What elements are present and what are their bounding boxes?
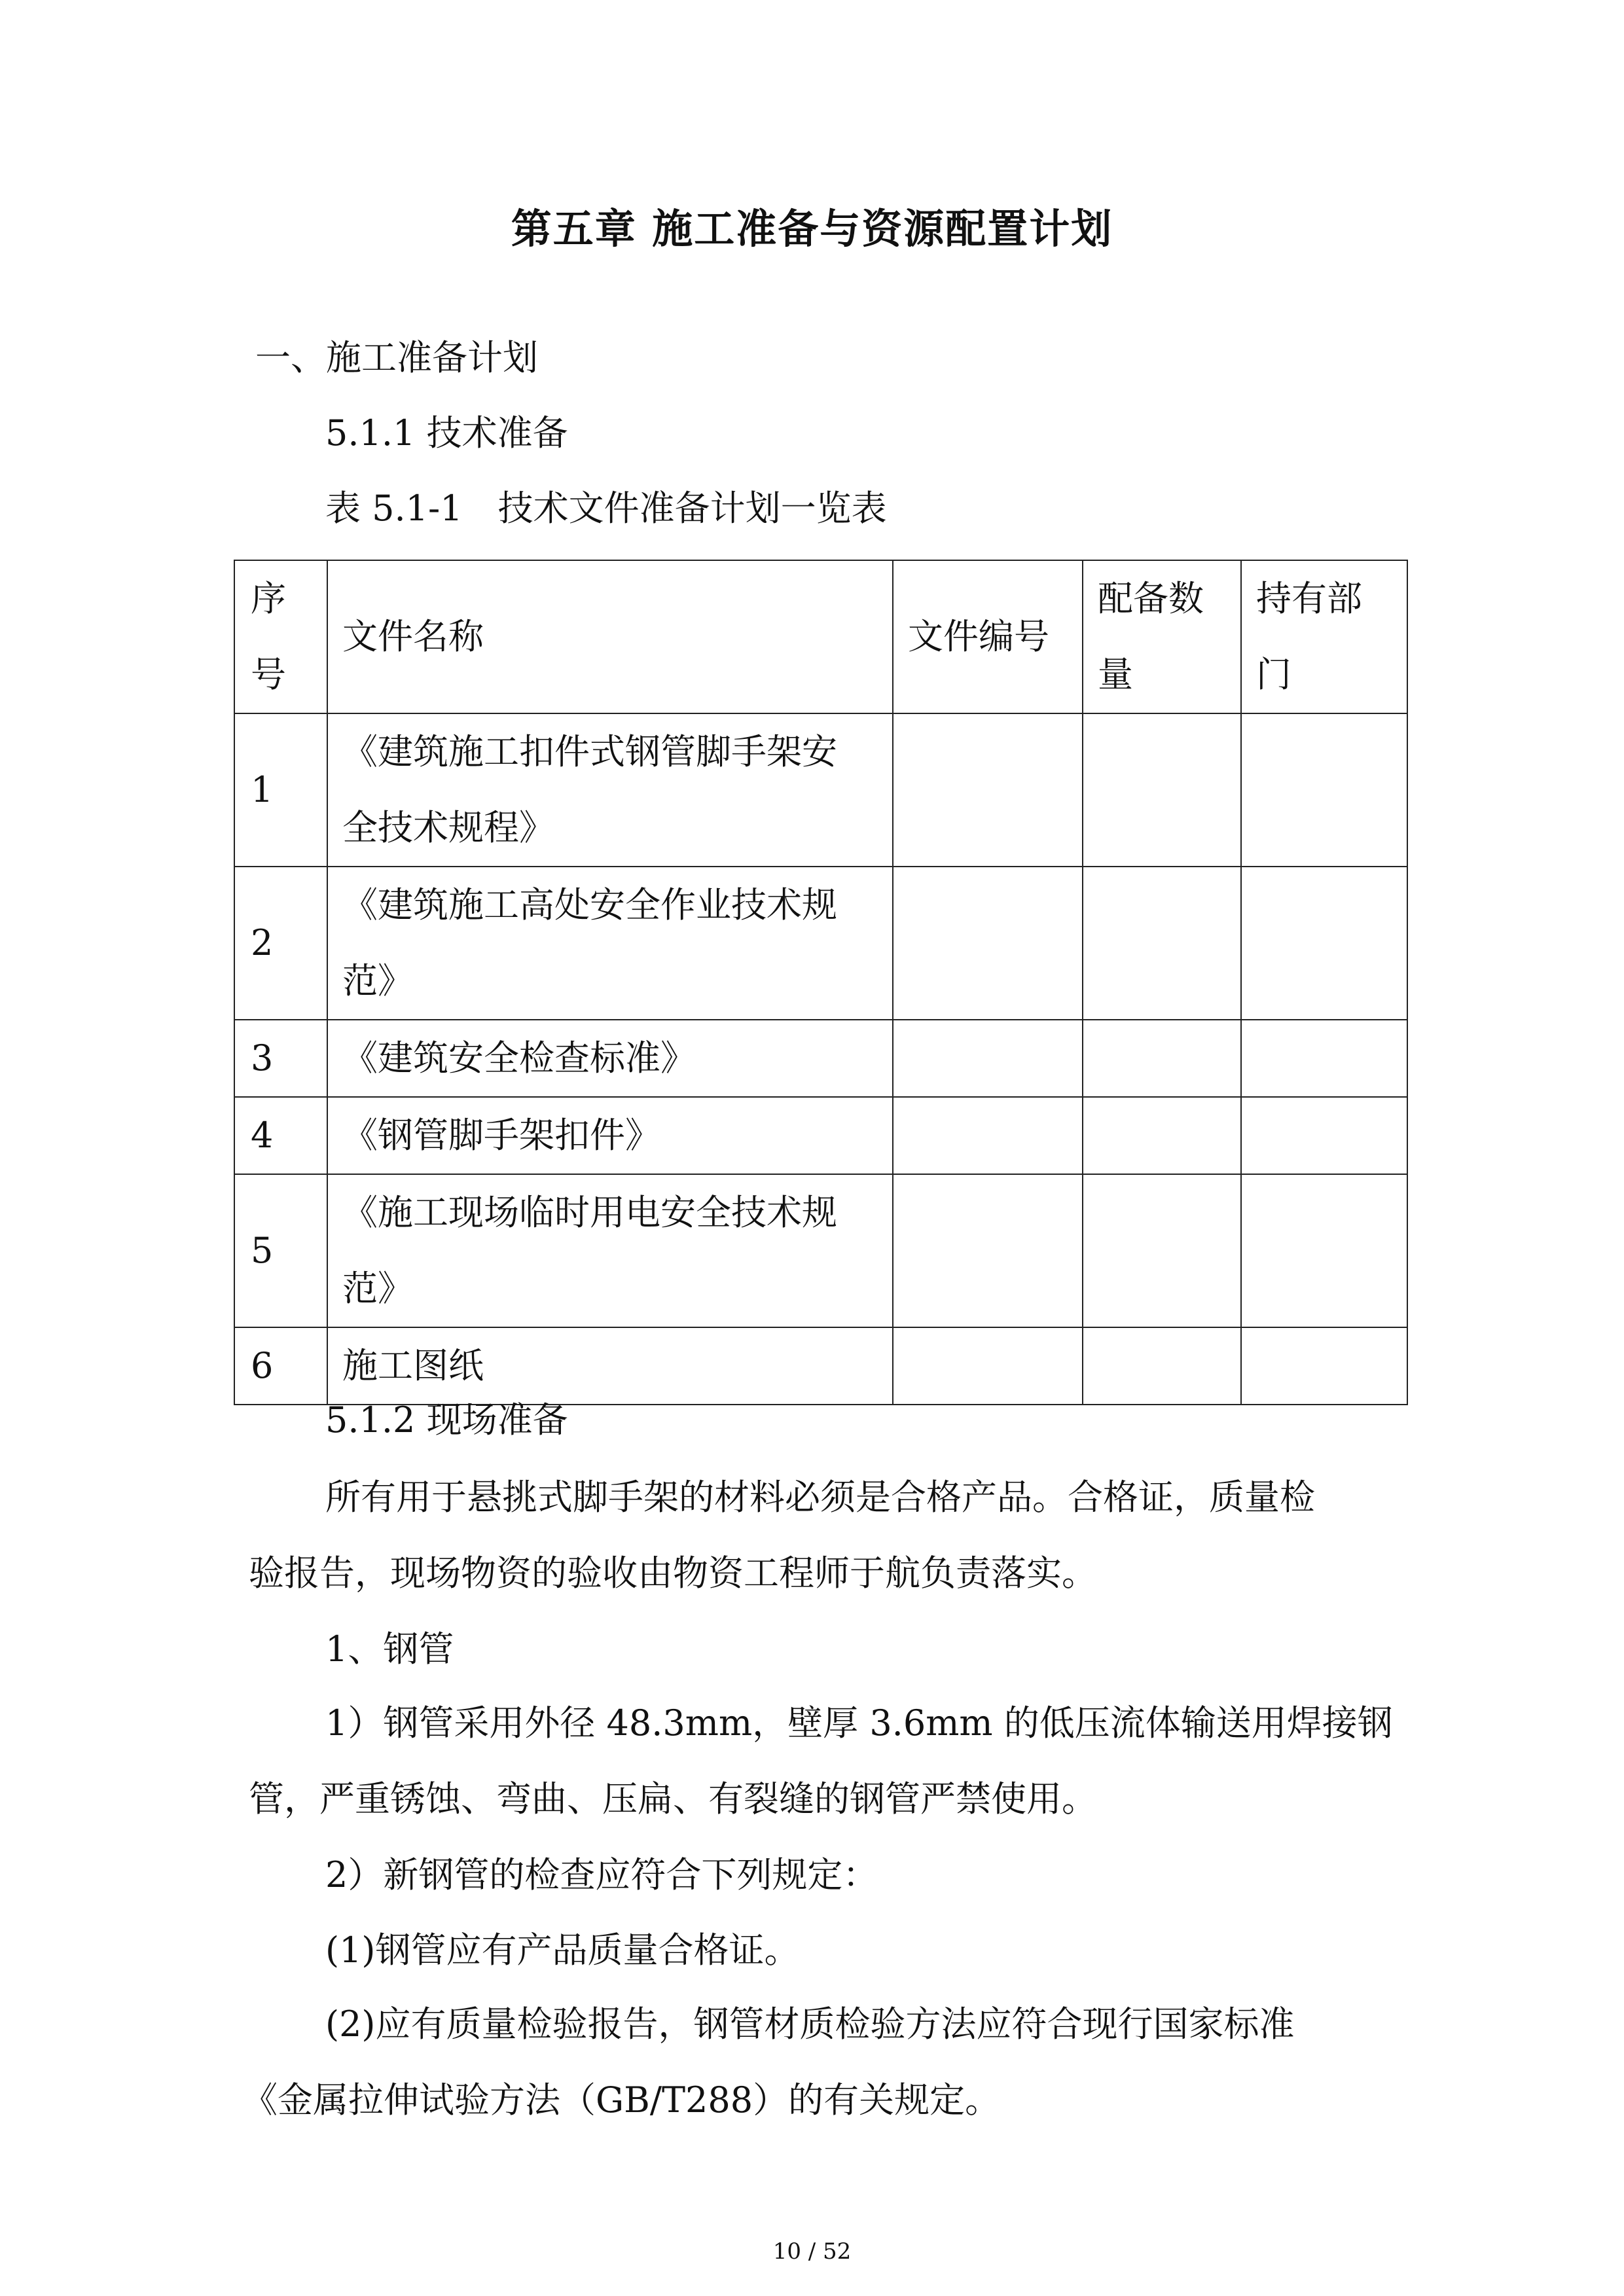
row-name-line-2: 全技术规程》 [342, 807, 554, 848]
row-quantity [1083, 1020, 1241, 1097]
header-department-line-2: 门 [1256, 654, 1291, 695]
paragraph-materials-line-1: 所有用于悬挑式脚手架的材料必须是合格产品。合格证，质量检 [325, 1477, 1315, 1518]
technical-documents-table [234, 560, 1408, 1405]
row-department [1241, 1174, 1407, 1327]
row-quantity [1083, 867, 1241, 1020]
table-caption: 表 5.1-1 技术文件准备计划一览表 [325, 488, 887, 529]
table-row [234, 867, 1407, 1020]
row-number [893, 1097, 1083, 1174]
row-name-line-1: 《建筑施工扣件式钢管脚手架安 [342, 731, 837, 772]
row-name [327, 1174, 893, 1327]
item-2-2-line-1: (2)应有质量检验报告，钢管材质检验方法应符合现行国家标准 [325, 2003, 1295, 2045]
row-name: 施工图纸 [327, 1327, 893, 1405]
item-2-2-paragraph [242, 1986, 1407, 2138]
row-number [893, 1174, 1083, 1327]
header-department [1241, 560, 1407, 713]
chapter-title: 第五章 施工准备与资源配置计划 [511, 205, 1113, 253]
row-name [327, 713, 893, 867]
paragraph-materials-line-2: 验报告，现场物资的验收由物资工程师于航负责落实。 [249, 1552, 1097, 1594]
row-seq: 1 [234, 713, 327, 867]
row-name-line-2: 范》 [342, 1268, 413, 1309]
item-2: 2）新钢管的检查应符合下列规定： [325, 1854, 878, 1895]
table-header-row [234, 560, 1407, 713]
paragraph-materials [249, 1460, 1401, 1611]
row-number [893, 1020, 1083, 1097]
row-seq: 2 [234, 867, 327, 1020]
table-row [234, 1020, 1407, 1097]
row-name: 《建筑安全检查标准》 [327, 1020, 893, 1097]
subsection-heading: 5.1.2 现场准备 [325, 1399, 568, 1441]
table-row [234, 1174, 1407, 1327]
subsection-heading: 5.1.1 技术准备 [325, 412, 568, 454]
row-seq: 5 [234, 1174, 327, 1327]
item-2-2-line-2: 《金属拉伸试验方法（GB/T288）的有关规定。 [242, 2079, 1001, 2121]
row-number [893, 867, 1083, 1020]
header-department-line-1: 持有部 [1256, 578, 1362, 619]
row-quantity [1083, 713, 1241, 867]
row-department [1241, 1020, 1407, 1097]
section-heading: 一、施工准备计划 [255, 337, 538, 378]
row-department [1241, 867, 1407, 1020]
row-department [1241, 713, 1407, 867]
row-number [893, 713, 1083, 867]
header-seq [234, 560, 327, 713]
header-seq-line-1: 序 [251, 578, 286, 619]
header-quantity [1083, 560, 1241, 713]
item-2-1: (1)钢管应有产品质量合格证。 [325, 1929, 800, 1971]
header-quantity-line-2: 量 [1098, 654, 1133, 695]
row-name-line-2: 范》 [342, 960, 413, 1001]
header-name: 文件名称 [327, 560, 893, 713]
table-row [234, 1097, 1407, 1174]
page-number: 10 / 52 [772, 2238, 852, 2265]
row-name [327, 867, 893, 1020]
row-name-line-1: 《建筑施工高处安全作业技术规 [342, 884, 837, 925]
row-seq: 4 [234, 1097, 327, 1174]
row-seq: 6 [234, 1327, 327, 1405]
item-1-paragraph [249, 1685, 1401, 1837]
row-name: 《钢管脚手架扣件》 [327, 1097, 893, 1174]
item-heading: 1、钢管 [325, 1628, 454, 1670]
row-name-line-1: 《施工现场临时用电安全技术规 [342, 1192, 837, 1233]
row-department [1241, 1327, 1407, 1405]
header-quantity-line-1: 配备数 [1098, 578, 1204, 619]
row-quantity [1083, 1097, 1241, 1174]
row-quantity [1083, 1327, 1241, 1405]
header-seq-line-2: 号 [251, 654, 286, 695]
item-1-line-1: 1）钢管采用外径 48.3mm，壁厚 3.6mm 的低压流体输送用焊接钢 [325, 1702, 1393, 1744]
row-number [893, 1327, 1083, 1405]
row-department [1241, 1097, 1407, 1174]
row-seq: 3 [234, 1020, 327, 1097]
table-row [234, 1327, 1407, 1405]
table-row [234, 713, 1407, 867]
row-quantity [1083, 1174, 1241, 1327]
header-number: 文件编号 [893, 560, 1083, 713]
item-1-line-2: 管，严重锈蚀、弯曲、压扁、有裂缝的钢管严禁使用。 [249, 1778, 1097, 1820]
